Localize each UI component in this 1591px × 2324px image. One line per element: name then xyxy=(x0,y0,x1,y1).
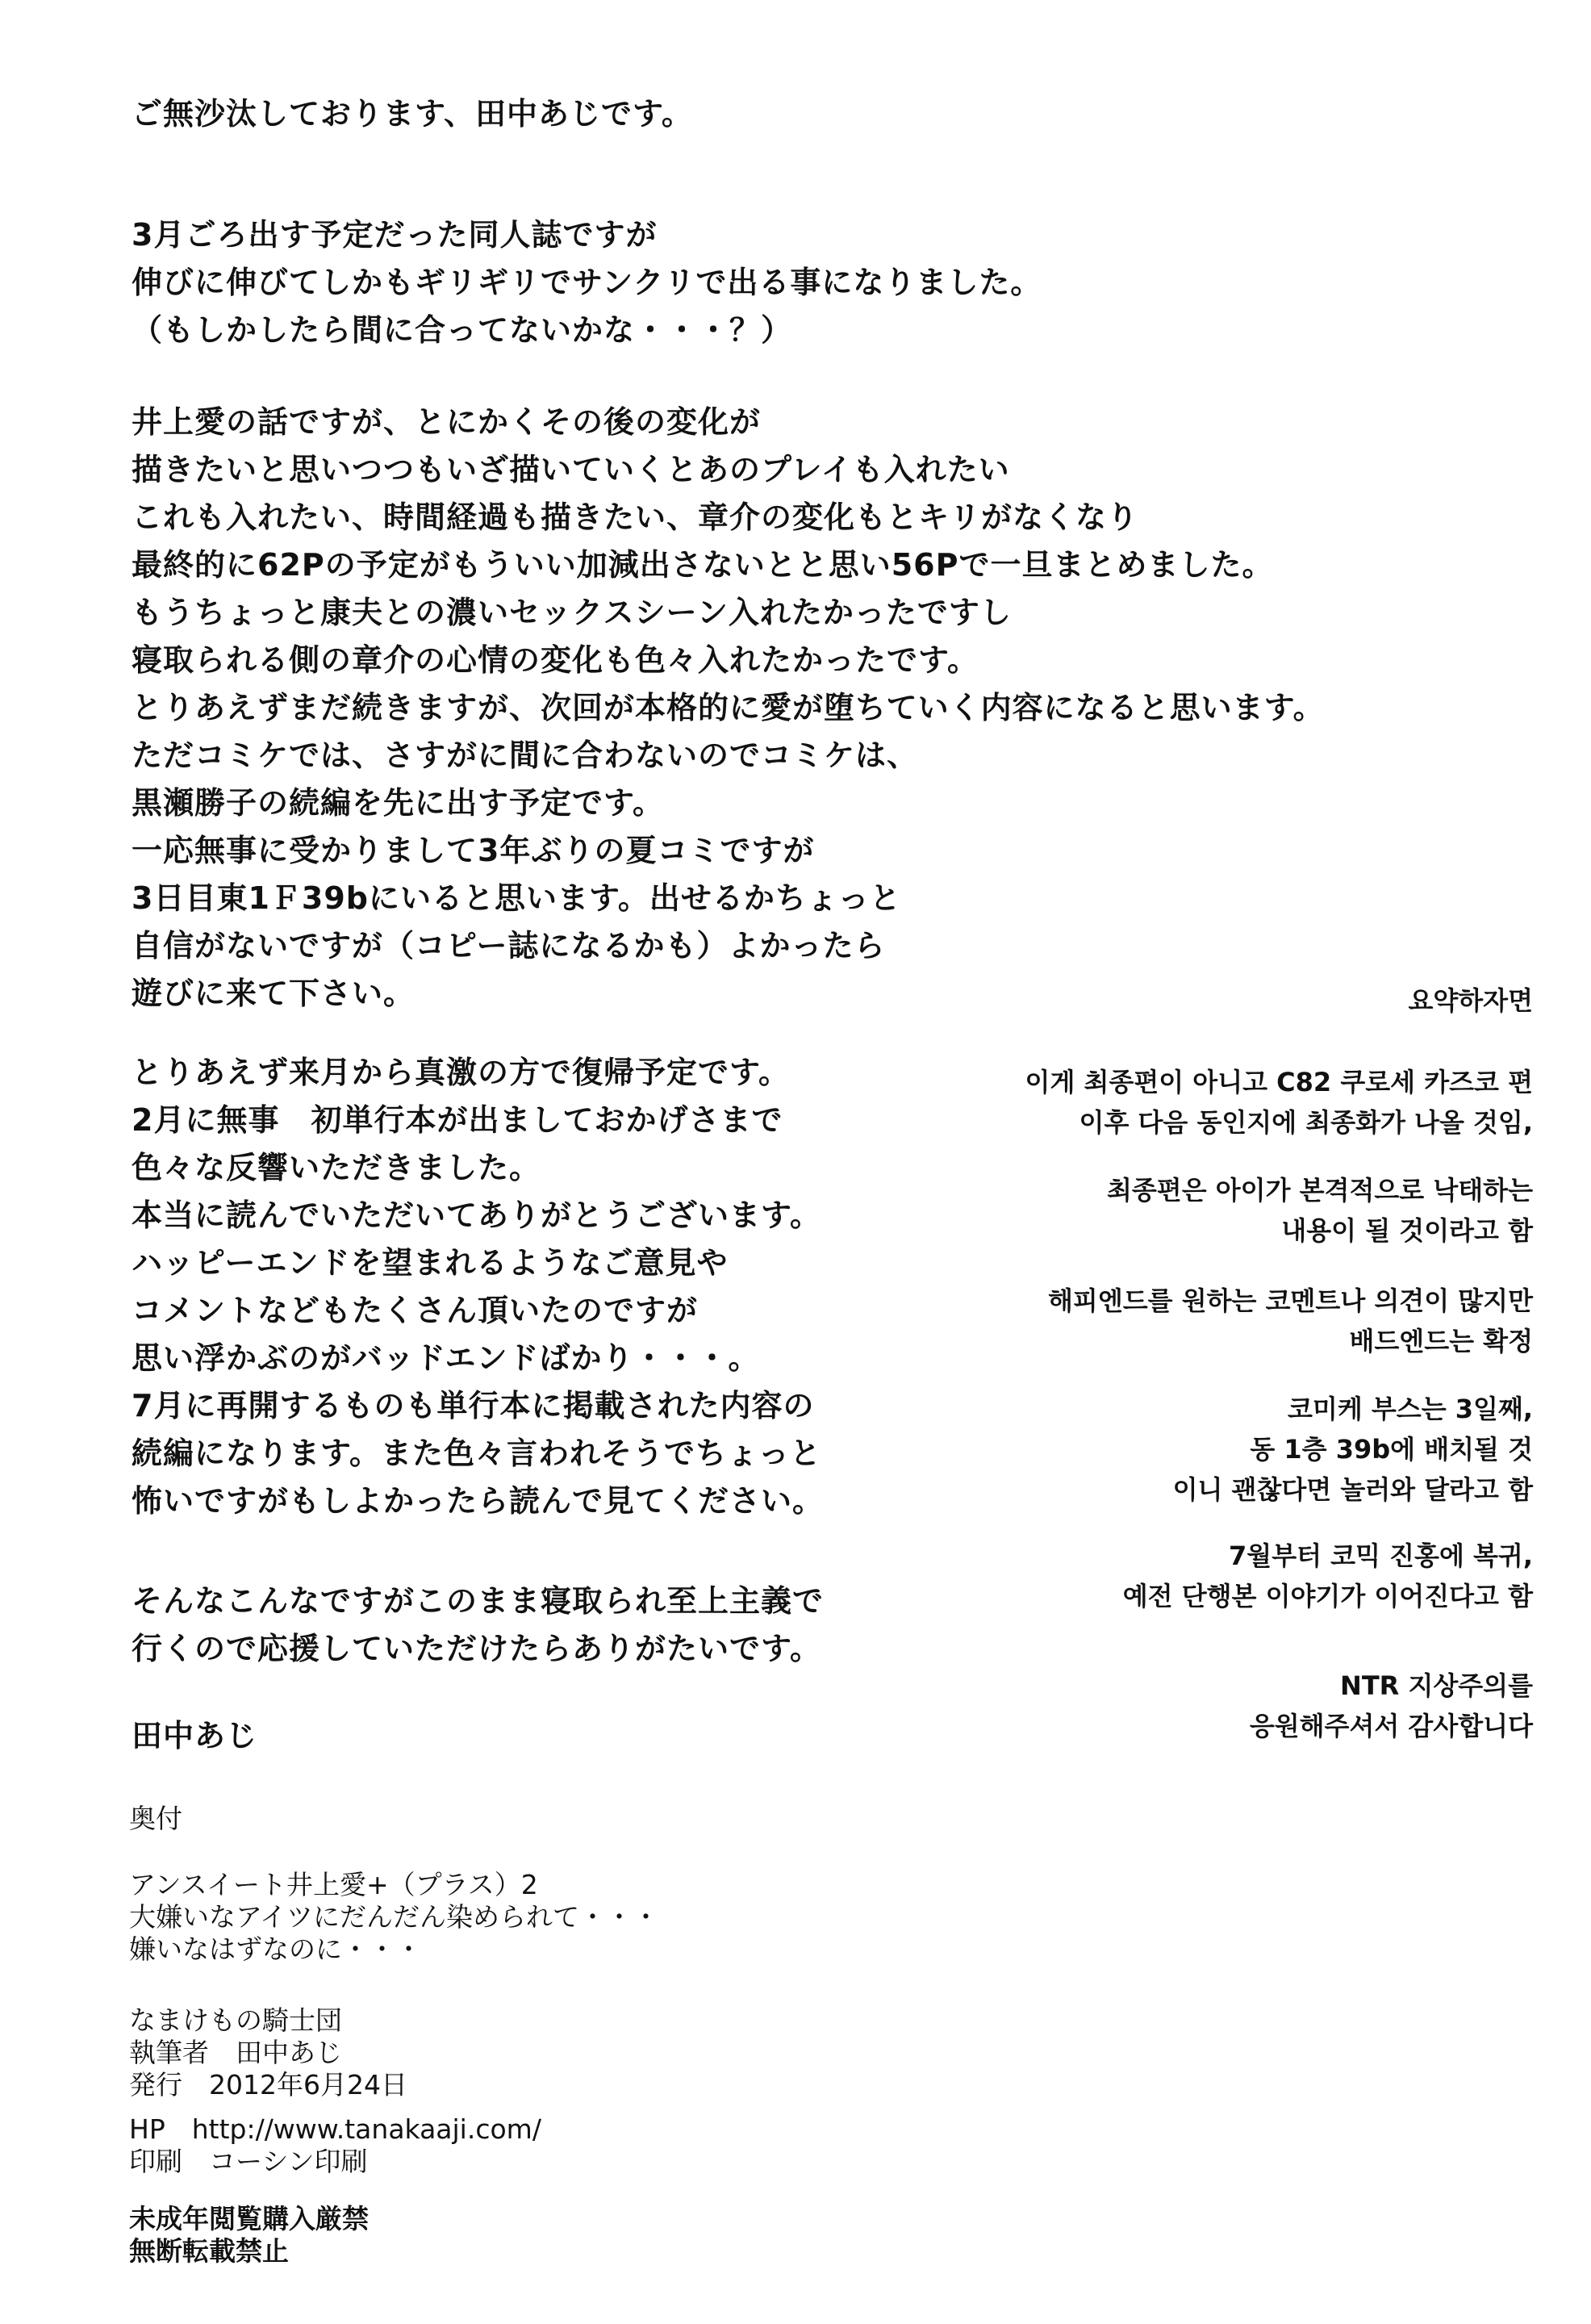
issue-date: 発行 2012年6月24日 xyxy=(129,2069,407,2100)
text-line: 7月に再開するものも単行本に掲載された内容の xyxy=(132,1388,815,1423)
text-line: 本当に読んでいただいてありがとうございます。 xyxy=(132,1198,821,1233)
text-line: そんなこんなですがこのまま寝取られ至上主義で xyxy=(132,1583,825,1619)
translation-heading-text: 요약하자면 xyxy=(1408,985,1533,1016)
warning-line: 無断転載禁止 xyxy=(129,2235,289,2267)
colophon-heading xyxy=(129,1803,855,1835)
greeting xyxy=(132,90,1390,138)
translation-block-2 xyxy=(839,1170,1533,1251)
text-line: 最終的に62Pの予定がもういい加減出さないとと思い56Pで一旦まとめました。 xyxy=(132,547,1274,583)
text-line: ハッピーエンドを望まれるようなご意見や xyxy=(132,1245,729,1281)
text-line: 思い浮かぶのがバッドエンドばかり・・・。 xyxy=(132,1340,760,1376)
text-line: 続編になります。また色々言われそうでちょっと xyxy=(132,1436,821,1471)
text-line: 동 1층 39b에 배치될 것 xyxy=(1250,1434,1533,1465)
colophon-heading-text: 奥付 xyxy=(129,1803,182,1834)
circle-name: なまけもの騎士団 xyxy=(129,2004,342,2036)
colophon-warning xyxy=(129,2203,855,2268)
signature-text: 田中あじ xyxy=(132,1718,258,1753)
colophon-contact xyxy=(129,2113,855,2178)
text-line: 최종편은 아이가 본격적으로 낙태하는 xyxy=(1106,1175,1533,1206)
homepage-url: HP http://www.tanakaaji.com/ xyxy=(129,2113,541,2145)
text-line: 코미케 부스는 3일째, xyxy=(1288,1394,1533,1424)
text-line: 내용이 될 것이라고 함 xyxy=(1281,1215,1533,1246)
translation-block-5 xyxy=(839,1536,1533,1616)
text-line: 3日目東1Ｆ39bにいると思います。出せるかちょっと xyxy=(132,880,901,916)
warning-line: 未成年閲覧購入厳禁 xyxy=(129,2203,369,2234)
text-line: とりあえず来月から真激の方で復帰予定です。 xyxy=(132,1055,790,1090)
text-line: 배드엔드는 확정 xyxy=(1349,1326,1533,1356)
afterword-paragraph-2 xyxy=(132,399,1390,1018)
text-line: （もしかしたら間に合ってないかな・・・？） xyxy=(132,312,793,348)
text-line: 이니 괜찮다면 놀러와 달라고 함 xyxy=(1172,1474,1533,1505)
text-line: 해피엔드를 원하는 코멘트나 의견이 많지만 xyxy=(1048,1285,1533,1316)
text-line: 2月に無事 初単行本が出ましておかげさまで xyxy=(132,1102,783,1138)
greeting-line: ご無沙汰しております、田中あじです。 xyxy=(132,96,693,132)
colophon-title xyxy=(129,1869,855,1966)
text-line: 嫌いなはずなのに・・・ xyxy=(129,1933,422,1965)
text-line: 黒瀬勝子の続編を先に出す予定です。 xyxy=(132,785,664,821)
text-line: コメントなどもたくさん頂いたのですが xyxy=(132,1293,699,1328)
printer-line: 印刷 コーシン印刷 xyxy=(129,2146,368,2177)
author-line: 執筆者 田中あじ xyxy=(129,2037,342,2068)
text-line: 寝取られる側の章介の心情の変化も色々入れたかったです。 xyxy=(132,642,979,678)
text-line: 井上愛の話ですが、とにかくその後の変化が xyxy=(132,404,762,440)
text-line: ただコミケでは、さすがに間に合わないのでコミケは、 xyxy=(132,738,919,773)
translation-block-3 xyxy=(839,1281,1533,1361)
translation-block-4 xyxy=(839,1389,1533,1510)
text-line: 응원해주셔서 감사합니다 xyxy=(1249,1711,1533,1741)
text-line: 行くので応援していただけたらありがたいです。 xyxy=(132,1631,821,1666)
text-line: 一応無事に受かりまして3年ぶりの夏コミですが xyxy=(132,833,815,868)
text-line: 伸びに伸びてしかもギリギリでサンクリで出る事になりました。 xyxy=(132,265,1042,300)
text-line: 예전 단행본 이야기가 이어진다고 함 xyxy=(1122,1581,1533,1611)
translation-block-1 xyxy=(839,1062,1533,1143)
text-line: 3月ごろ出す予定だった同人誌ですが xyxy=(132,217,658,253)
text-line: 色々な反響いただきました。 xyxy=(132,1150,541,1185)
text-line: アンスイート井上愛+（プラス）2 xyxy=(129,1869,538,1900)
translation-heading xyxy=(839,980,1533,1021)
colophon-publication xyxy=(129,2004,855,2101)
text-line: 怖いですがもしよかったら読んで見てください。 xyxy=(132,1483,825,1519)
text-line: 이후 다음 동인지에 최종화가 나올 것임, xyxy=(1079,1107,1533,1138)
text-line: 이게 최종편이 아니고 C82 쿠로세 카즈코 편 xyxy=(1025,1067,1533,1097)
text-line: 7월부터 코믹 진홍에 복귀, xyxy=(1229,1540,1533,1571)
text-line: これも入れたい、時間経過も描きたい、章介の変化もとキリがなくなり xyxy=(132,499,1139,535)
text-line: とりあえずまだ続きますが、次回が本格的に愛が堕ちていく内容になると思います。 xyxy=(132,690,1325,725)
translation-block-6 xyxy=(839,1666,1533,1746)
text-line: 自信がないですが（コピー誌になるかも）よかったら xyxy=(132,928,886,963)
text-line: もうちょっと康夫との濃いセックスシーン入れたかったですし xyxy=(132,595,1012,630)
text-line: NTR 지상주의를 xyxy=(1340,1670,1533,1701)
text-line: 描きたいと思いつつもいざ描いていくとあのプレイも入れたい xyxy=(132,452,1010,487)
text-line: 大嫌いなアイツにだんだん染められて・・・ xyxy=(129,1901,660,1933)
text-line: 遊びに来て下さい。 xyxy=(132,976,415,1011)
afterword-paragraph-1 xyxy=(132,211,1390,354)
